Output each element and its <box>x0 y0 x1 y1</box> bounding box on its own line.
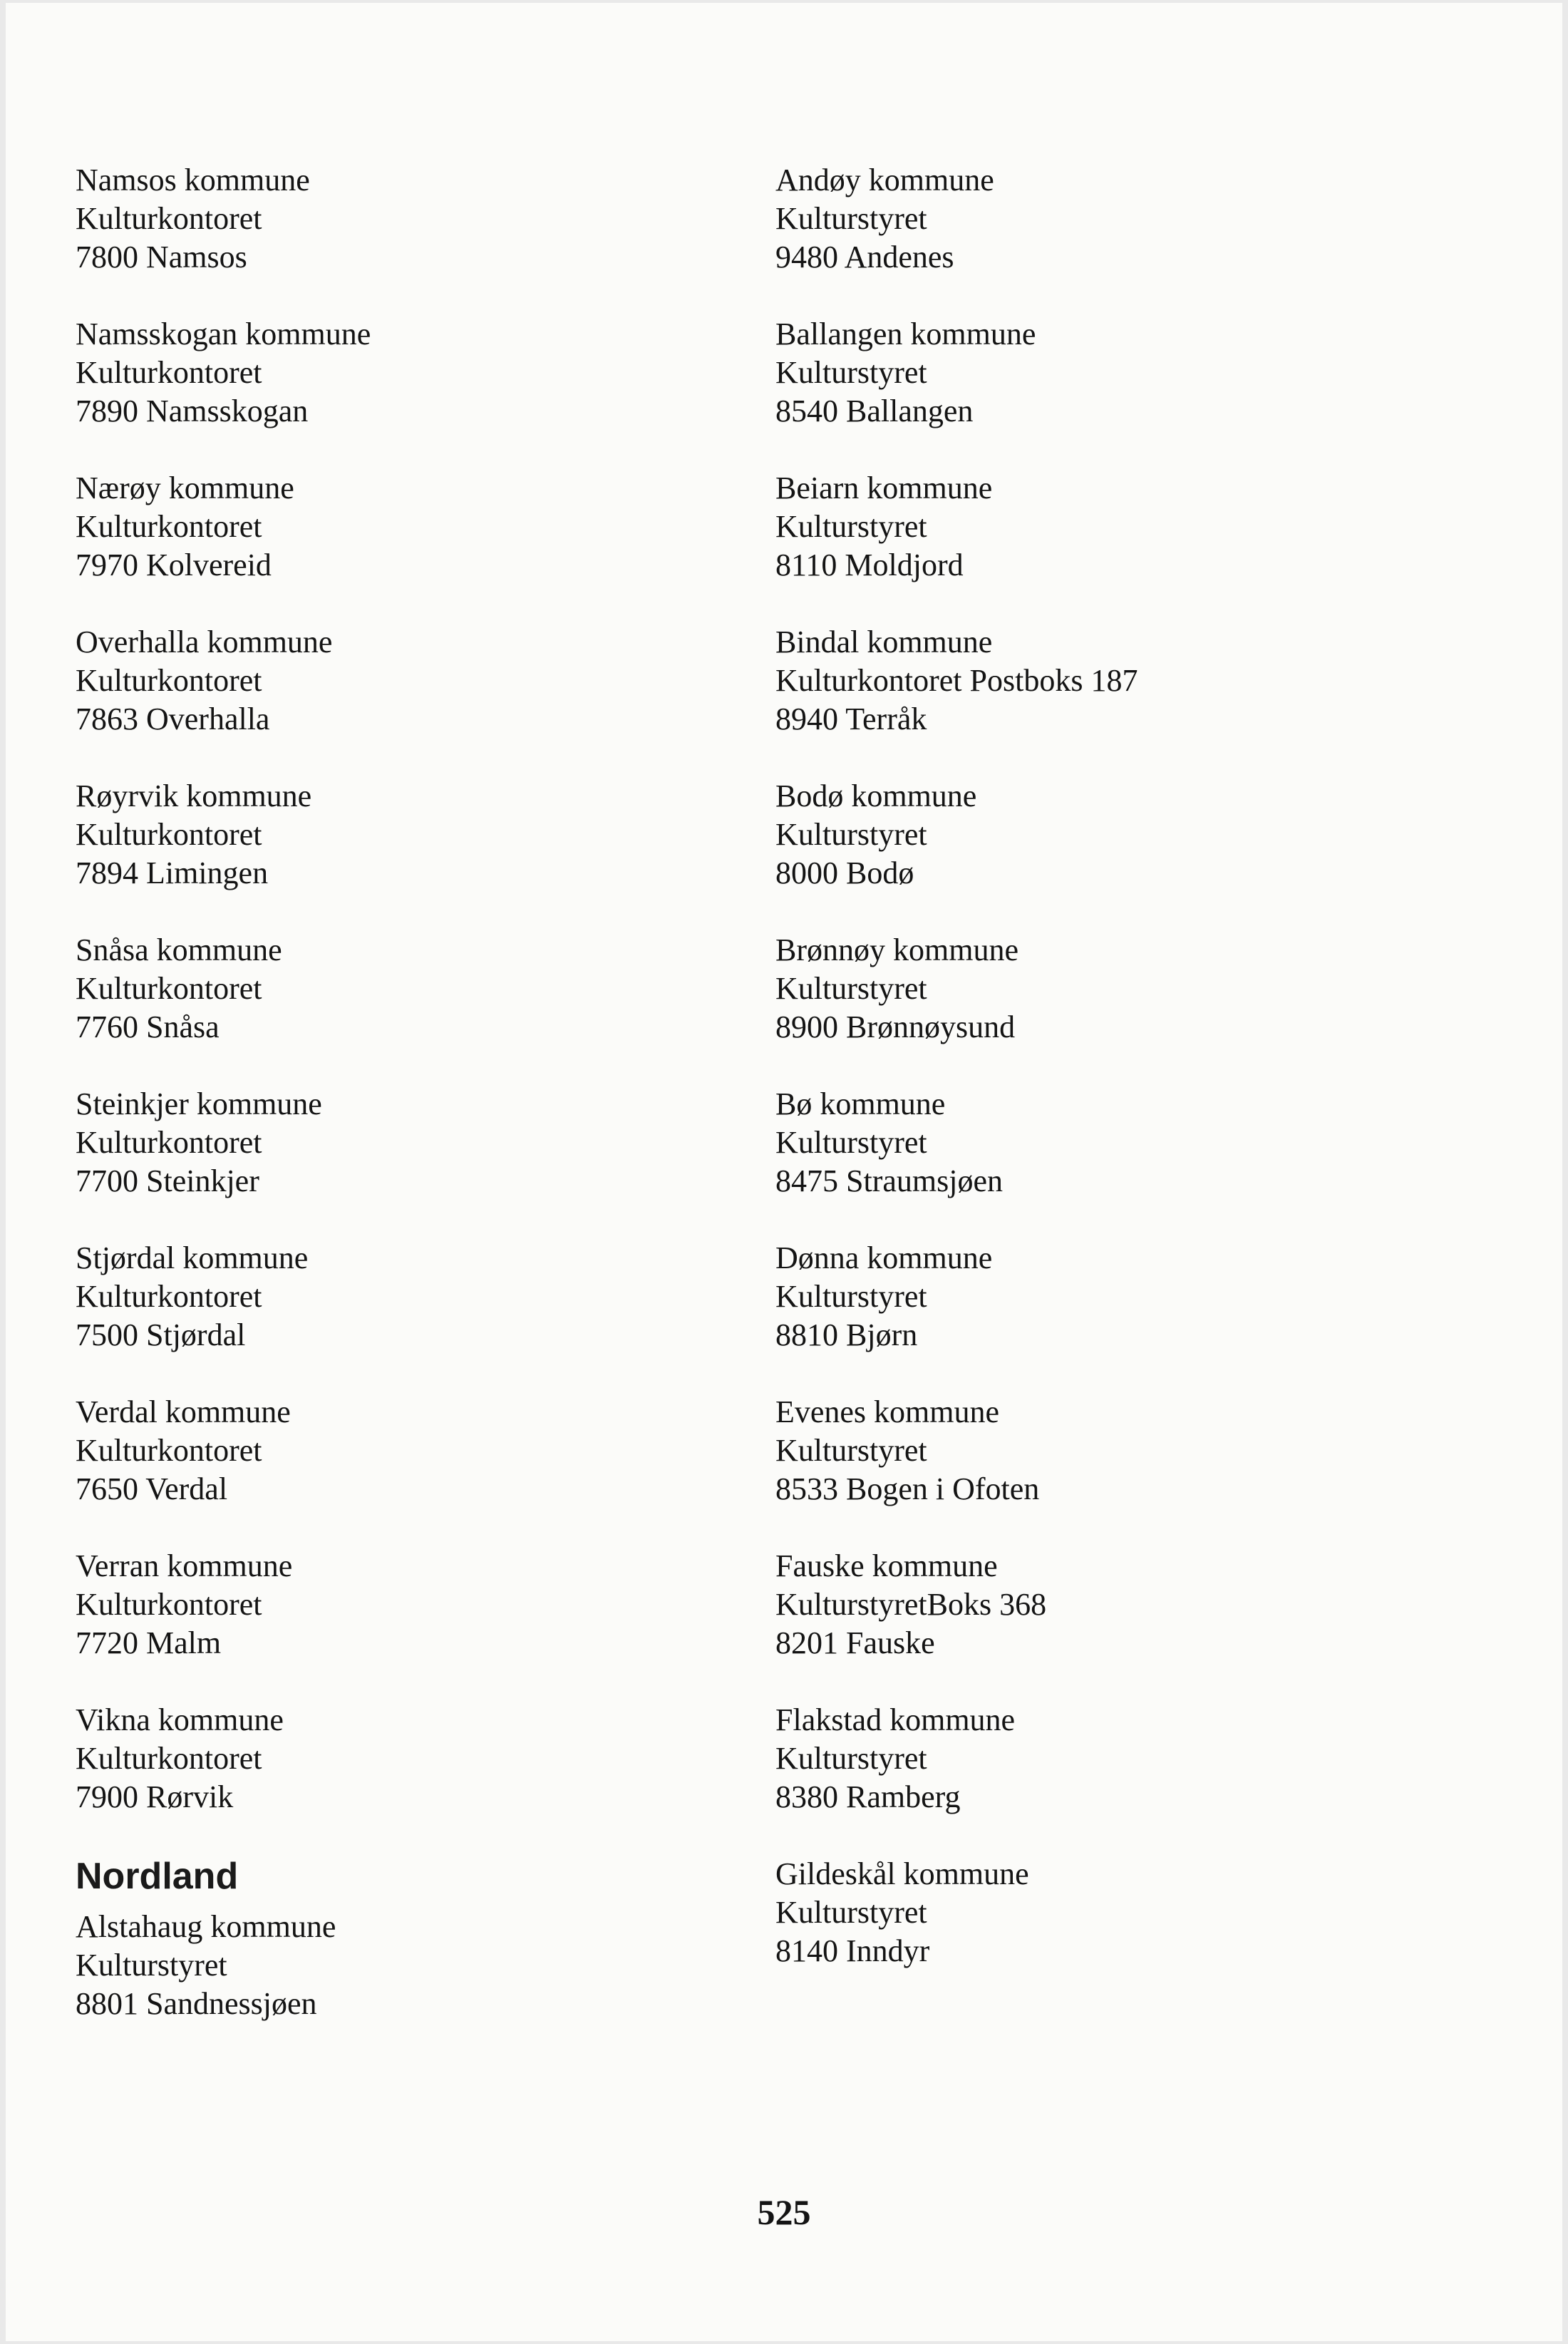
office-name: Kulturstyret <box>775 201 927 236</box>
postal-address: 8140 Inndyr <box>775 1933 930 1968</box>
postal-address: 7500 Stjørdal <box>76 1317 246 1352</box>
office-name: Kulturkontoret <box>76 1741 262 1776</box>
address-entry <box>76 1908 703 2023</box>
office-name: KulturstyretBoks 368 <box>775 1587 1047 1622</box>
address-entry <box>76 1085 703 1201</box>
postal-address: 7760 Snåsa <box>76 1009 220 1044</box>
postal-address: 8540 Ballangen <box>775 394 974 428</box>
municipality-name: Andøy kommune <box>775 163 994 197</box>
address-entry <box>76 623 703 739</box>
section-heading: Nordland <box>76 1856 239 1897</box>
postal-address: 7700 Steinkjer <box>76 1163 259 1198</box>
municipality-name: Steinkjer kommune <box>76 1086 322 1121</box>
office-name: Kulturkontoret <box>76 509 262 544</box>
office-name: Kulturkontoret Postboks 187 <box>775 663 1138 698</box>
municipality-name: Bindal kommune <box>775 624 993 659</box>
address-entry <box>775 1393 1524 1508</box>
office-name: Kulturkontoret <box>76 1587 262 1622</box>
office-name: Kulturstyret <box>775 355 927 390</box>
municipality-name: Nærøy kommune <box>76 471 294 505</box>
postal-address: 7800 Namsos <box>76 240 247 274</box>
office-name: Kulturkontoret <box>76 971 262 1006</box>
postal-address: 8940 Terråk <box>775 701 927 736</box>
postal-address: 8380 Ramberg <box>775 1779 961 1814</box>
address-entry <box>76 1393 703 1508</box>
address-entry <box>76 777 703 893</box>
postal-address: 7900 Rørvik <box>76 1779 234 1814</box>
municipality-name: Vikna kommune <box>76 1702 284 1737</box>
office-name: Kulturstyret <box>775 1433 927 1468</box>
postal-address: 8110 Moldjord <box>775 548 964 582</box>
municipality-name: Ballangen kommune <box>775 317 1036 351</box>
postal-address: 8810 Bjørn <box>775 1317 918 1352</box>
office-name: Kulturstyret <box>775 1741 927 1776</box>
office-name: Kulturstyret <box>775 1279 927 1314</box>
address-entry <box>76 161 703 277</box>
municipality-name: Verdal kommune <box>76 1394 291 1429</box>
address-entry <box>775 1547 1524 1662</box>
municipality-name: Stjørdal kommune <box>76 1240 309 1275</box>
office-name: Kulturkontoret <box>76 1125 262 1160</box>
municipality-name: Bø kommune <box>775 1086 946 1121</box>
municipality-name: Brønnøy kommune <box>775 932 1018 967</box>
address-entry <box>775 623 1524 739</box>
address-entry <box>76 1547 703 1662</box>
postal-address: 7650 Verdal <box>76 1471 228 1506</box>
postal-address: 8000 Bodø <box>775 855 914 890</box>
postal-address: 7863 Overhalla <box>76 701 270 736</box>
address-entry <box>775 1239 1524 1355</box>
office-name: Kulturstyret <box>775 509 927 544</box>
address-entry <box>76 315 703 431</box>
municipality-name: Evenes kommune <box>775 1394 1000 1429</box>
municipality-name: Verran kommune <box>76 1548 293 1583</box>
municipality-name: Gildeskål kommune <box>775 1856 1029 1891</box>
page-number: 525 <box>757 2192 811 2232</box>
municipality-name: Røyrvik kommune <box>76 778 312 813</box>
document-page <box>6 3 1562 2341</box>
postal-address: 7890 Namsskogan <box>76 394 309 428</box>
address-entry <box>76 931 703 1047</box>
municipality-name: Overhalla kommune <box>76 624 333 659</box>
office-name: Kulturkontoret <box>76 201 262 236</box>
office-name: Kulturkontoret <box>76 817 262 852</box>
address-entry <box>76 1701 703 1816</box>
left-column <box>76 161 703 2062</box>
postal-address: 8475 Straumsjøen <box>775 1163 1003 1198</box>
municipality-name: Beiarn kommune <box>775 471 993 505</box>
office-name: Kulturkontoret <box>76 663 262 698</box>
address-entry <box>76 1239 703 1355</box>
office-name: Kulturkontoret <box>76 1433 262 1468</box>
municipality-name: Flakstad kommune <box>775 1702 1016 1737</box>
address-entry <box>76 469 703 585</box>
postal-address: 8801 Sandnessjøen <box>76 1986 317 2021</box>
municipality-name: Fauske kommune <box>775 1548 998 1583</box>
postal-address: 8201 Fauske <box>775 1625 935 1660</box>
postal-address: 7894 Limingen <box>76 855 269 890</box>
address-entry <box>775 1855 1524 1970</box>
address-entry <box>775 161 1524 277</box>
office-name: Kulturstyret <box>76 1948 227 1983</box>
municipality-name: Namsos kommune <box>76 163 310 197</box>
office-name: Kulturkontoret <box>76 355 262 390</box>
municipality-name: Bodø kommune <box>775 778 977 813</box>
office-name: Kulturkontoret <box>76 1279 262 1314</box>
left-entries <box>76 161 703 1816</box>
postal-address: 7970 Kolvereid <box>76 548 272 582</box>
address-entry <box>775 931 1524 1047</box>
municipality-name: Alstahaug kommune <box>76 1909 336 1944</box>
address-entry <box>775 1701 1524 1816</box>
postal-address: 8900 Brønnøysund <box>775 1009 1016 1044</box>
office-name: Kulturstyret <box>775 971 927 1006</box>
office-name: Kulturstyret <box>775 1895 927 1930</box>
right-entries <box>775 161 1524 1970</box>
address-entry <box>775 1085 1524 1201</box>
section-entries <box>76 1908 703 2023</box>
municipality-name: Namsskogan kommune <box>76 317 371 351</box>
postal-address: 8533 Bogen i Ofoten <box>775 1471 1040 1506</box>
address-entry <box>775 777 1524 893</box>
office-name: Kulturstyret <box>775 1125 927 1160</box>
postal-address: 7720 Malm <box>76 1625 222 1660</box>
municipality-name: Dønna kommune <box>775 1240 993 1275</box>
postal-address: 9480 Andenes <box>775 240 954 274</box>
municipality-name: Snåsa kommune <box>76 932 282 967</box>
address-entry <box>775 315 1524 431</box>
right-column <box>775 161 1524 2009</box>
address-entry <box>775 469 1524 585</box>
office-name: Kulturstyret <box>775 817 927 852</box>
